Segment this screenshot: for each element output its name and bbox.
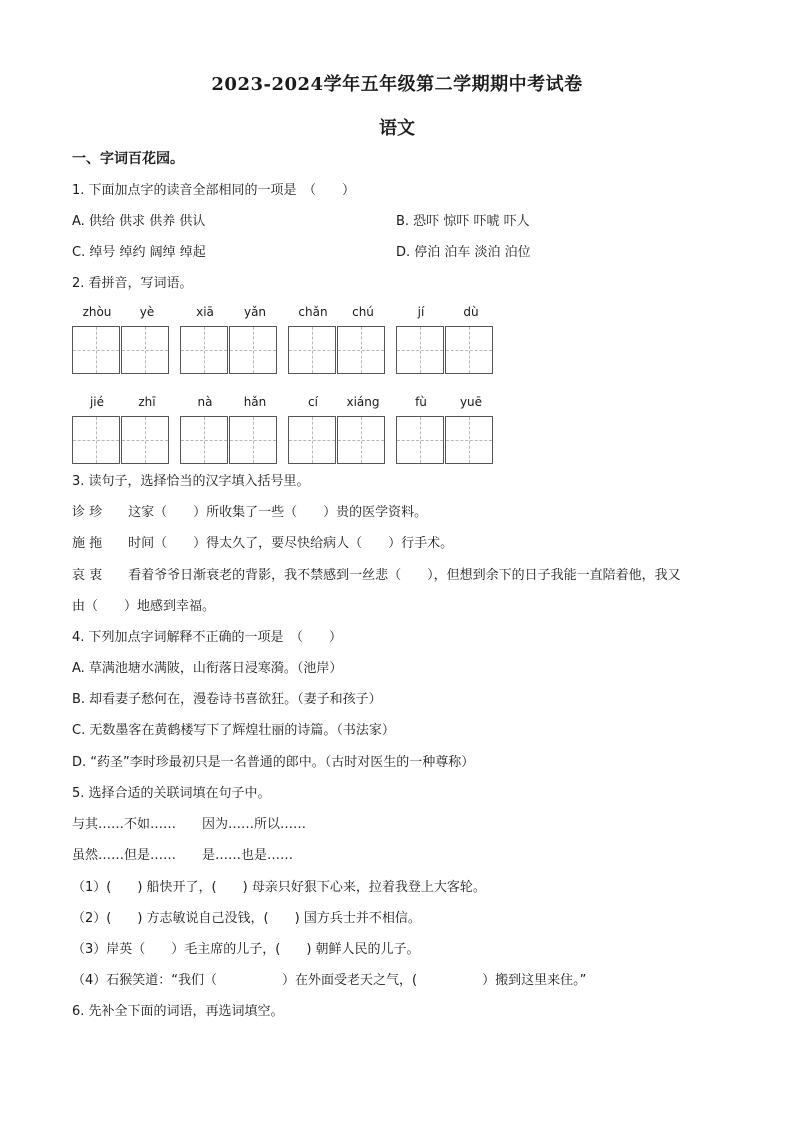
writing-box[interactable]	[121, 326, 169, 374]
question-4-option-c: C. 无数墨客在黄鹤楼写下了辉煌壮丽的诗篇。（书法家）	[72, 723, 395, 738]
question-4-option-d: D. “药圣”李时珍最初只是一名普通的郎中。（古时对医生的一种尊称）	[72, 755, 475, 770]
writing-box[interactable]	[72, 326, 120, 374]
pinyin-label: chú	[352, 305, 374, 319]
writing-box[interactable]	[180, 326, 228, 374]
subject-title: 语文	[379, 118, 415, 139]
pinyin-word-group	[288, 304, 388, 374]
writing-box[interactable]	[288, 416, 336, 464]
writing-box[interactable]	[445, 326, 493, 374]
question-3-line-3: 哀 衷 看着爷爷日渐衰老的背影，我不禁感到一丝悲（ ），但想到余下的日子我能一直陪着他，我又	[72, 568, 681, 583]
pinyin-label: yè	[139, 305, 155, 319]
writing-box[interactable]	[229, 326, 277, 374]
writing-box[interactable]	[72, 416, 120, 464]
pinyin-label: nà	[197, 395, 213, 409]
writing-box[interactable]	[396, 326, 444, 374]
pinyin-label: xiáng	[346, 395, 380, 409]
conjunction-options-2: 虽然……但是…… 是……也是……	[72, 848, 294, 863]
pinyin-label: xiā	[196, 305, 214, 319]
pinyin-label: zhòu	[82, 305, 112, 319]
question-2-stem: 2. 看拼音，写词语。	[72, 276, 193, 291]
question-1-option-b: B. 恐吓 惊吓 吓唬 吓人	[396, 214, 530, 229]
pinyin-label: yǎn	[243, 305, 267, 319]
pinyin-word-group	[180, 304, 280, 374]
pinyin-label: jí	[417, 305, 425, 319]
question-5-sentence-2: （2）( ) 方志敏说自己没钱，( ) 国方兵士并不相信。	[72, 911, 421, 926]
section-heading: 一、字词百花园。	[72, 151, 184, 167]
question-5-sentence-1: （1）( ) 船快开了，( ) 母亲只好狠下心来，拉着我登上大客轮。	[72, 880, 486, 895]
question-1-option-d: D. 停泊 泊车 淡泊 泊位	[396, 245, 531, 260]
pinyin-label: fù	[415, 395, 427, 409]
question-1-stem: 1. 下面加点字的读音全部相同的一项是 （ ）	[72, 183, 356, 198]
pinyin-label: hǎn	[243, 395, 267, 409]
pinyin-label: dù	[463, 305, 479, 319]
pinyin-word-group	[72, 394, 172, 464]
question-5-sentence-3: （3）岸英（ ）毛主席的儿子，( ) 朝鲜人民的儿子。	[72, 942, 420, 957]
writing-box[interactable]	[288, 326, 336, 374]
pinyin-word-group	[288, 394, 388, 464]
question-3-line-2: 施 拖 时间（ ）得太久了，要尽快给病人（ ）行手术。	[72, 536, 454, 551]
writing-box[interactable]	[337, 416, 385, 464]
pinyin-label: jié	[89, 395, 105, 409]
writing-box[interactable]	[396, 416, 444, 464]
writing-box[interactable]	[121, 416, 169, 464]
pinyin-word-group	[72, 304, 172, 374]
question-4-option-a: A. 草满池塘水满陂，山衔落日浸寒漪。（池岸）	[72, 661, 343, 676]
question-3-line-1: 诊 珍 这家（ ）所收集了一些（ ）贵的医学资料。	[72, 505, 428, 520]
writing-box[interactable]	[229, 416, 277, 464]
question-1-option-c: C. 绰号 绰约 阔绰 绰起	[72, 245, 206, 260]
pinyin-word-group	[180, 394, 280, 464]
question-3-line-4: 由（ ）地感到幸福。	[72, 599, 216, 614]
exam-title: 2023-2024学年五年级第二学期期中考试卷	[211, 74, 583, 95]
pinyin-label: yuē	[459, 395, 483, 409]
pinyin-word-group	[396, 394, 496, 464]
pinyin-label: cí	[308, 395, 318, 409]
question-4-stem: 4. 下列加点字词解释不正确的一项是 （ ）	[72, 630, 343, 645]
question-4-option-b: B. 却看妻子愁何在，漫卷诗书喜欲狂。（妻子和孩子）	[72, 692, 382, 707]
question-5-stem: 5. 选择合适的关联词填在句子中。	[72, 786, 271, 801]
writing-box[interactable]	[445, 416, 493, 464]
pinyin-word-group	[396, 304, 496, 374]
question-5-sentence-4: （4）石猴笑道：“我们（ ）在外面受老天之气，( ）搬到这里来住。”	[72, 973, 587, 988]
question-1-option-a: A. 供给 供求 供养 供认	[72, 214, 206, 229]
pinyin-label: zhī	[138, 395, 156, 409]
pinyin-label: chǎn	[298, 305, 328, 319]
writing-box[interactable]	[337, 326, 385, 374]
question-6-stem: 6. 先补全下面的词语，再选词填空。	[72, 1004, 284, 1019]
writing-box[interactable]	[180, 416, 228, 464]
question-3-stem: 3. 读句子，选择恰当的汉字填入括号里。	[72, 474, 310, 489]
conjunction-options-1: 与其……不如…… 因为……所以……	[72, 817, 307, 832]
